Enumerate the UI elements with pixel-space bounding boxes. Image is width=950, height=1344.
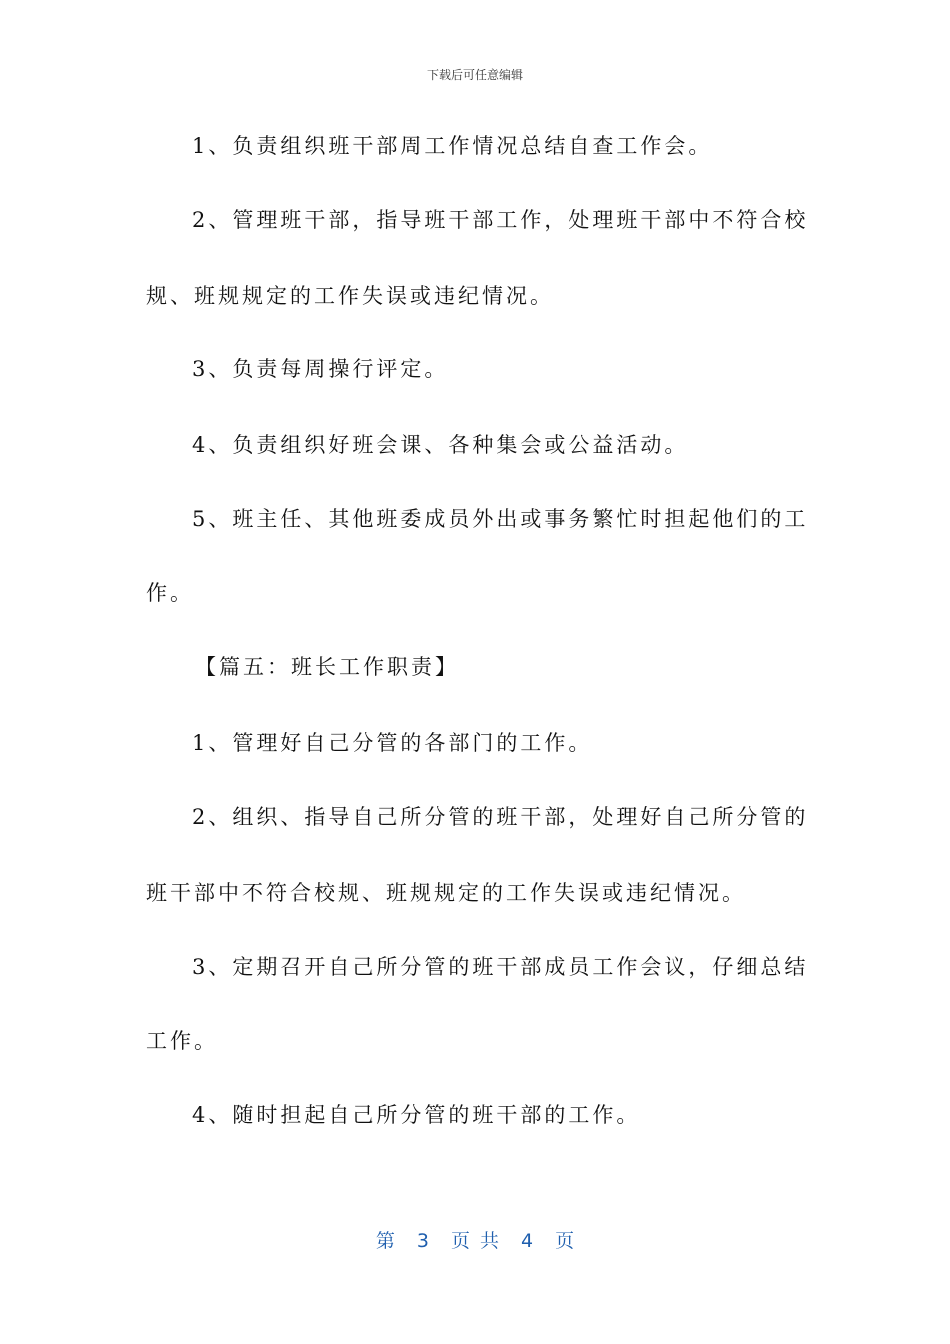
paragraph-line: 4、随时担起自己所分管的班干部的工作。	[192, 1103, 641, 1127]
paragraph-line: 3、定期召开自己所分管的班干部成员工作会议，仔细总结	[192, 955, 809, 979]
paragraph-line: 3、负责每周操行评定。	[192, 357, 449, 381]
paragraph-line: 工作。	[146, 1029, 218, 1053]
paragraph-line: 2、组织、指导自己所分管的班干部，处理好自己所分管的	[192, 805, 809, 829]
footer-middle: 页共	[450, 1230, 509, 1252]
paragraph-line: 5、班主任、其他班委成员外出或事务繁忙时担起他们的工	[192, 507, 809, 531]
paragraph-line: 规、班规规定的工作失误或违纪情况。	[146, 284, 554, 308]
footer-total-pages: 4	[521, 1230, 534, 1252]
footer-suffix: 页	[555, 1230, 575, 1252]
section-heading: 【篇五：班长工作职责】	[195, 655, 459, 679]
page-header: 下载后可任意编辑	[426, 68, 523, 82]
paragraph-line: 1、负责组织班干部周工作情况总结自查工作会。	[192, 134, 713, 158]
paragraph-line: 1、管理好自己分管的各部门的工作。	[192, 731, 593, 755]
paragraph-line: 4、负责组织好班会课、各种集会或公益活动。	[192, 433, 689, 457]
paragraph-line: 2、管理班干部，指导班干部工作，处理班干部中不符合校	[192, 208, 809, 232]
footer-prefix: 第	[375, 1230, 395, 1252]
paragraph-line: 班干部中不符合校规、班规规定的工作失误或违纪情况。	[146, 881, 746, 905]
page-footer	[0, 1226, 950, 1253]
paragraph-line: 作。	[146, 581, 194, 605]
footer-current-page: 3	[416, 1230, 429, 1252]
